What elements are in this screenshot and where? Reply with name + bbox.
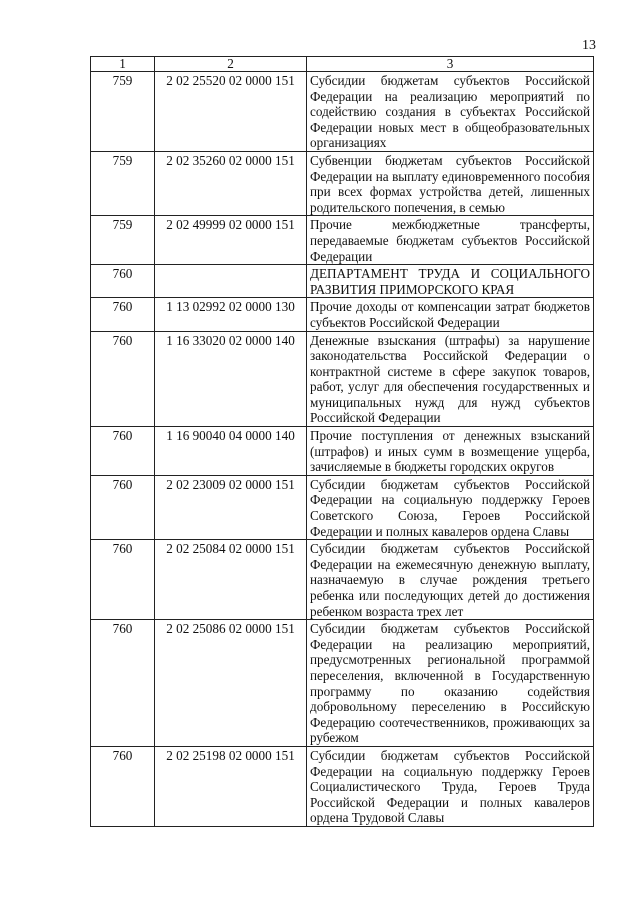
page-number: 13 (582, 38, 596, 53)
column-header-3: 3 (307, 57, 594, 72)
admin-code-cell: 759 (91, 72, 155, 152)
admin-code-cell: 760 (91, 746, 155, 826)
table-row (91, 216, 594, 265)
admin-code-cell: 760 (91, 427, 155, 476)
kbk-code-cell: 1 13 02992 02 0000 130 (155, 298, 307, 331)
admin-code-cell: 759 (91, 216, 155, 265)
income-name-cell: Денежные взыскания (штрафы) за нарушение законодательства Российской Федерации о контрактной системе в сфере закупок товаров, работ, услуг для обеспечения государственных и муниципальных нужд для нужд субъектов Российской Федерации (307, 331, 594, 427)
table-row (91, 620, 594, 747)
kbk-code-cell: 2 02 23009 02 0000 151 (155, 475, 307, 539)
table-row (91, 540, 594, 620)
kbk-code-cell: 2 02 49999 02 0000 151 (155, 216, 307, 265)
table-row (91, 331, 594, 427)
kbk-code-cell: 1 16 90040 04 0000 140 (155, 427, 307, 476)
kbk-code-cell: 2 02 25086 02 0000 151 (155, 620, 307, 747)
table-row (91, 298, 594, 331)
kbk-code-cell: 2 02 25084 02 0000 151 (155, 540, 307, 620)
kbk-code-cell (155, 265, 307, 298)
income-name-cell: Субсидии бюджетам субъектов Российской Федерации на социальную поддержку Героев Советского Союза, Героев Российской Федерации и полных кавалеров ордена Славы (307, 475, 594, 539)
admin-code-cell: 760 (91, 331, 155, 427)
department-name-cell: ДЕПАРТАМЕНТ ТРУДА И СОЦИАЛЬНОГО РАЗВИТИЯ ПРИМОРСКОГО КРАЯ (307, 265, 594, 298)
admin-code-cell: 760 (91, 540, 155, 620)
admin-code-cell: 759 (91, 151, 155, 215)
column-header-1: 1 (91, 57, 155, 72)
admin-code-cell: 760 (91, 298, 155, 331)
income-name-cell: Субвенции бюджетам субъектов Российской Федерации на выплату единовременного пособия при всех формах устройства детей, лишенных родительского попечения, в семью (307, 151, 594, 215)
table-row (91, 746, 594, 826)
table-header-row (91, 57, 594, 72)
income-name-cell: Субсидии бюджетам субъектов Российской Федерации на социальную поддержку Героев Социалистического Труда, Героев Труда Российской Федерации и полных кавалеров ордена Трудовой Славы (307, 746, 594, 826)
income-name-cell: Субсидии бюджетам субъектов Российской Федерации на ежемесячную денежную выплату, назначаемую в случае рождения третьего ребенка или последующих детей до достижения ребенком возраста трех лет (307, 540, 594, 620)
admin-code-cell: 760 (91, 475, 155, 539)
admin-code-cell: 760 (91, 265, 155, 298)
table-row (91, 151, 594, 215)
kbk-code-cell: 2 02 25198 02 0000 151 (155, 746, 307, 826)
income-name-cell: Субсидии бюджетам субъектов Российской Федерации на реализацию мероприятий, предусмотренных региональной программой переселения, включенной в Государственную программу по оказанию содействия добровольному переселению в Российскую Федерацию соотечественников, проживающих за рубежом (307, 620, 594, 747)
table-row (91, 475, 594, 539)
income-name-cell: Прочие межбюджетные трансферты, передаваемые бюджетам субъектов Российской Федерации (307, 216, 594, 265)
income-name-cell: Прочие поступления от денежных взысканий (штрафов) и иных сумм в возмещение ущерба, зачисляемые в бюджеты городских округов (307, 427, 594, 476)
budget-classification-table (90, 56, 594, 827)
kbk-code-cell: 2 02 35260 02 0000 151 (155, 151, 307, 215)
column-header-2: 2 (155, 57, 307, 72)
kbk-code-cell: 2 02 25520 02 0000 151 (155, 72, 307, 152)
kbk-code-cell: 1 16 33020 02 0000 140 (155, 331, 307, 427)
income-name-cell: Субсидии бюджетам субъектов Российской Федерации на реализацию мероприятий по содействию создания в субъектах Российской Федерации новых мест в общеобразовательных организациях (307, 72, 594, 152)
admin-code-cell: 760 (91, 620, 155, 747)
table-row (91, 72, 594, 152)
table-row (91, 427, 594, 476)
table-row-department-header (91, 265, 594, 298)
income-name-cell: Прочие доходы от компенсации затрат бюджетов субъектов Российской Федерации (307, 298, 594, 331)
